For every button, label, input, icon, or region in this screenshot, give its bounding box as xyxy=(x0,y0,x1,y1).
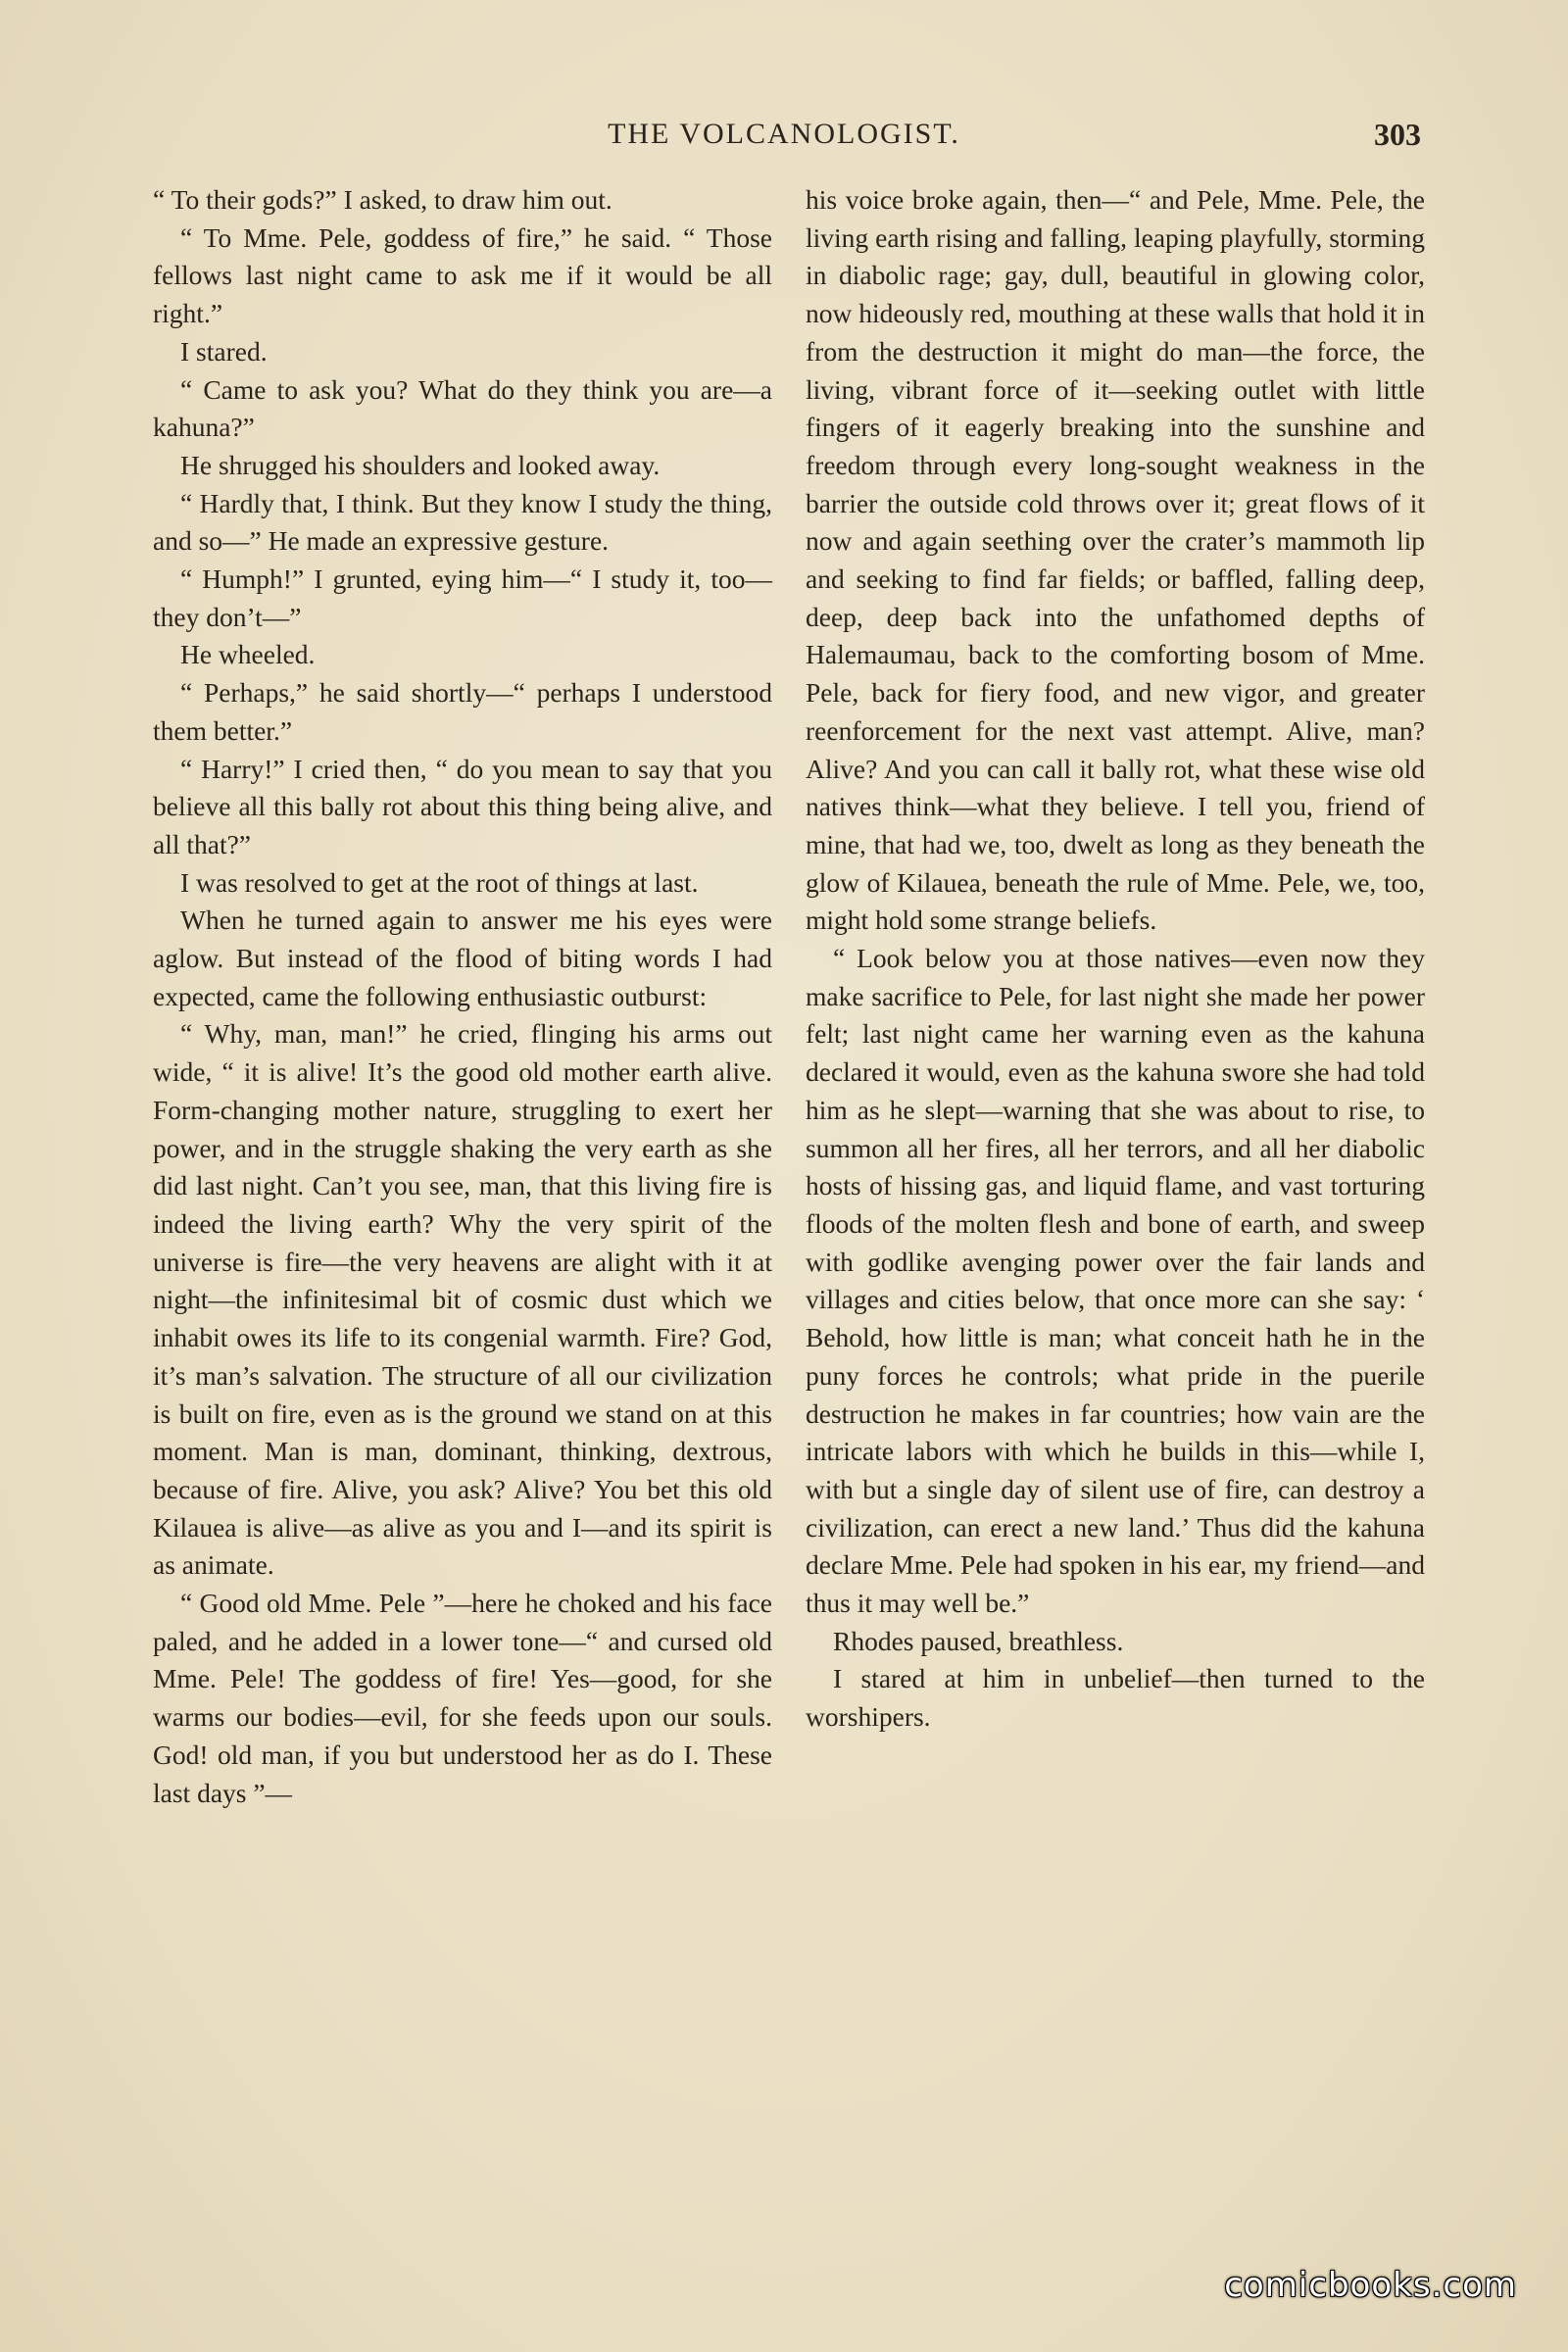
paragraph: “ Look below you at those natives—even now they make sacrifice to Pele, for last night she made her power felt; last night came her warning even as the kahuna declared it would, even as the kahuna swore she had told him as he slept—warning that she was about to rise, to summon all her fires, all her terrors, and all her diabolic hosts of hissing gas, and liquid flame, and vast torturing floods of the molten flesh and bone of earth, and sweep with godlike avenging power over the fair lands and villages and cities below, that once more can she say: ‘ Behold, how little is man; what conceit hath he in the puny forces he controls; what pride in the puerile destruction he makes in far countries; how vain are the intricate labors with which he builds in this—while I, with but a single day of silent use of fire, can destroy a civilization, can erect a new land.’ Thus did the kahuna declare Mme. Pele had spoken in his ear, my friend—and thus it may well be.” xyxy=(806,943,1425,1619)
paragraph: I stared. xyxy=(180,335,268,367)
paragraph: “ Hardly that, I think. But they know I study the thing, and so—” He made an expressive gesture. xyxy=(153,487,772,557)
paragraph: Rhodes paused, breathless. xyxy=(833,1625,1124,1656)
paragraph: He shrugged his shoulders and looked away. xyxy=(180,449,661,480)
right-column xyxy=(806,181,1425,1737)
page-number: 303 xyxy=(1374,117,1421,152)
paragraph: I stared at him in unbelief—then turned to the worshipers. xyxy=(806,1663,1425,1733)
watermark-text: comicbooks.com xyxy=(1224,2266,1517,2305)
running-title: THE VOLCANOLOGIST. xyxy=(608,118,960,150)
paragraph: “ Came to ask you? What do they think you are—a kahuna?” xyxy=(153,373,772,443)
paragraph: “ Humph!” I grunted, eying him—“ I study it, too—they don’t—” xyxy=(153,564,772,632)
paragraph: He wheeled. xyxy=(180,639,316,670)
paragraph: “ Why, man, man!” he cried, flinging his arms out wide, “ it is alive! It’s the good old mother earth alive. Form-changing mother nature, struggling to exert her power, and in the struggle shaking the very earth as she did last night. Can’t you see, man, that this living fire is indeed the living earth? Why the very spirit of the universe is fire—the very heavens are alight with it at night—the infinitesimal bit of cosmic dust which we inhabit owes its life to its congenial warmth. Fire? God, it’s man’s salvation. The structure of all our civilization is built on fire, even as is the ground we stand on at this moment. Man is man, dominant, thinking, dextrous, because of fire. Alive, you ask? Alive? You bet this old Kilauea is alive—as alive as you and I—and its spirit is as animate. xyxy=(153,1018,772,1581)
paragraph: “ To their gods?” I asked, to draw him out. xyxy=(153,184,612,215)
paragraph: “ Harry!” I cried then, “ do you mean to say that you believe all this bally rot about this thing being alive, and all that?” xyxy=(153,753,772,859)
left-column xyxy=(153,181,772,1812)
paragraph: When he turned again to answer me his eyes were aglow. But instead of the flood of biting words I had expected, came the following enthusiastic outburst: xyxy=(153,905,772,1011)
paragraph: his voice broke again, then—“ and Pele, Mme. Pele, the living earth rising and falling, leaping playfully, storming in diabolic rage; gay, dull, beautiful in glowing color, now hideously red, mouthing at these walls that hold it in from the destruction it might do man—the force, the living, vibrant force of it—seeking outlet with little fingers of it eagerly breaking into the sunshine and freedom through every long-sought weakness in the barrier the outside cold throws over it; great flows of it now and again seething over the crater’s mammoth lip and seeking to find far fields; or baffled, falling deep, deep, deep back into the unfathomed depths of Halemaumau, back to the comforting bosom of Mme. Pele, back for fiery food, and new vigor, and greater reenforcement for the next vast attempt. Alive, man? Alive? And you can call it bally rot, what these wise old natives think—what they believe. I tell you, friend of mine, that had we, too, dwelt as long as they beneath the glow of Kilauea, beneath the rule of Mme. Pele, we, too, might hold some strange beliefs. xyxy=(806,184,1425,936)
paragraph: “ To Mme. Pele, goddess of fire,” he said. “ Those fellows last night came to ask me if it would be all right.” xyxy=(153,221,772,329)
paragraph: “ Perhaps,” he said shortly—“ perhaps I understood them better.” xyxy=(153,677,772,746)
paragraph: I was resolved to get at the root of things at last. xyxy=(180,866,699,898)
paragraph: “ Good old Mme. Pele ”—here he choked and his face paled, and he added in a lower tone—“ and cursed old Mme. Pele! The goddess of fire! Yes—good, for she warms our bodies—evil, for she feeds upon our souls. God! old man, if you but understood her as do I. These last days ”— xyxy=(153,1588,772,1808)
running-header xyxy=(0,110,1568,159)
